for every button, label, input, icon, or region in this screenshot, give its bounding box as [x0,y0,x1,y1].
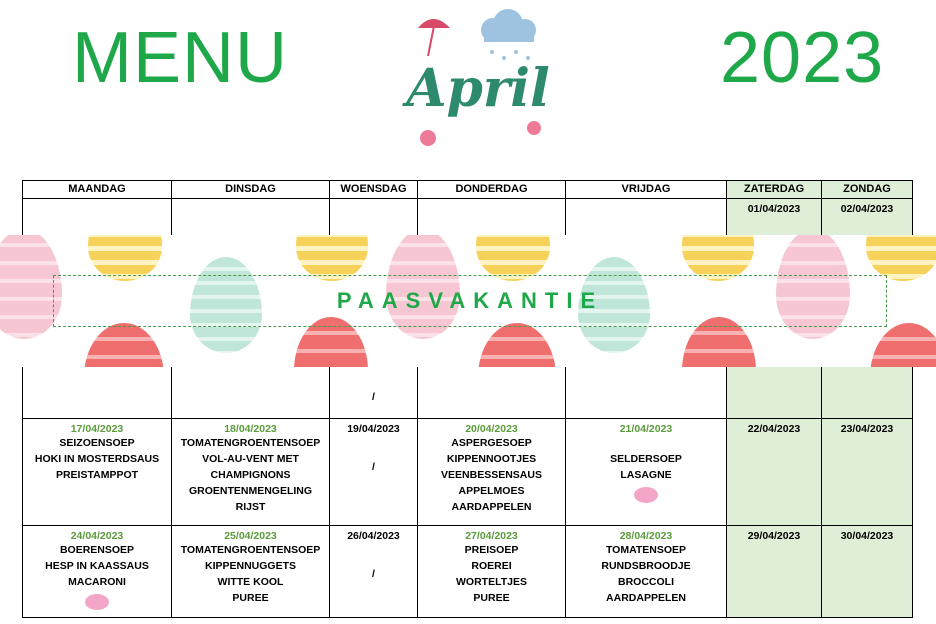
banner-text: PAASVAKANTIE [336,288,604,313]
menu-item: WORTELTJES [456,576,527,588]
date: 01/04/2023 [747,203,801,215]
logo-word: April [406,58,550,119]
menu-item: KIPPENNOOTJES [446,453,537,465]
cell-w3-wed [330,419,418,526]
date: 25/04/2023 [224,530,277,542]
day-header-fri: VRIJDAG [566,181,727,199]
date: 26/04/2023 [347,530,400,542]
menu-item: CHAMPIGNONS [210,469,291,481]
date: 19/04/2023 [347,423,400,435]
cell-w4-sat [727,526,822,618]
menu-item: RIJST [235,501,266,513]
day-header-sat: ZATERDAG [727,181,822,199]
banner-frame [53,275,887,327]
menu-item: WITTE KOOL [217,576,284,588]
week-row-4 [23,526,913,618]
date: 17/04/2023 [70,423,124,435]
easter-egg-icon [870,323,936,367]
date: 18/04/2023 [224,423,277,435]
cell-w4-tue [172,526,330,618]
date: 22/04/2023 [747,423,801,435]
year-title: 2023 [720,18,885,98]
empty-slash: / [372,568,375,580]
menu-item: BROCCOLI [618,576,674,588]
cell-w3-sun [822,419,913,526]
date: 21/04/2023 [619,423,673,435]
easter-egg-icon [478,323,556,367]
menu-item: VEENBESSENSAUS [441,469,542,481]
menu-item: PUREE [232,592,269,604]
day-header-mon: MAANDAG [23,181,172,199]
date: 30/04/2023 [840,530,894,542]
date: 24/04/2023 [70,530,124,542]
menu-item: HOKI IN MOSTERDSAUS [34,453,160,465]
menu-item: HESP IN KAASSAUS [45,560,149,572]
date: 28/04/2023 [619,530,673,542]
cell-w4-wed [330,526,418,618]
date: 20/04/2023 [465,423,518,435]
menu-item: TOMATENGROENTENSOEP [180,437,321,449]
pig-icon [85,594,109,610]
easter-egg-icon [84,323,164,367]
cell-w3-fri [566,419,727,526]
date: 02/04/2023 [840,203,894,215]
date: 27/04/2023 [465,530,518,542]
april-logo [388,8,568,156]
menu-item: APPELMOES [458,485,525,497]
menu-item: RUNDSBROODJE [601,560,691,572]
date: 29/04/2023 [747,530,801,542]
week-row-3 [23,419,913,526]
menu-item: LASAGNE [620,469,672,481]
cell-w3-thu [418,419,566,526]
day-header-wed: WOENSDAG [330,181,418,199]
menu-title: MENU [72,18,288,98]
menu-item: SEIZOENSOEP [59,437,135,449]
day-header-tue: DINSDAG [172,181,330,199]
menu-item: AARDAPPELEN [451,501,532,513]
menu-item: KIPPENNUGGETS [204,560,296,572]
menu-item: PREISOEP [464,544,519,556]
cell-w3-tue [172,419,330,526]
cell-w4-mon [23,526,172,618]
menu-item: PUREE [473,592,510,604]
cell-w3-sat [727,419,822,526]
menu-item: GROENTENMENGELING [188,485,313,497]
menu-item: PREISTAMPPOT [55,469,139,481]
day-header-sun: ZONDAG [822,181,913,199]
easter-banner [0,235,936,367]
date: 23/04/2023 [840,423,894,435]
cell-w4-thu [418,526,566,618]
menu-item: TOMATENSOEP [605,544,687,556]
day-header-row [23,181,913,199]
menu-item: AARDAPPELEN [606,592,686,604]
menu-item: ROEREI [471,560,512,572]
cell-w4-sun [822,526,913,618]
day-header-thu: DONDERDAG [418,181,566,199]
menu-item: SELDERSOEP [610,453,682,465]
menu-item: VOL-AU-VENT MET [202,453,299,465]
cell-w3-mon [23,419,172,526]
menu-item: MACARONI [68,576,126,588]
empty-slash: / [372,391,375,403]
cell-w4-fri [566,526,727,618]
menu-item: ASPERGESOEP [451,437,532,449]
menu-item: BOERENSOEP [59,544,135,556]
pig-icon [634,487,658,503]
menu-item: TOMATENGROENTENSOEP [180,544,321,556]
empty-slash: / [372,461,375,473]
